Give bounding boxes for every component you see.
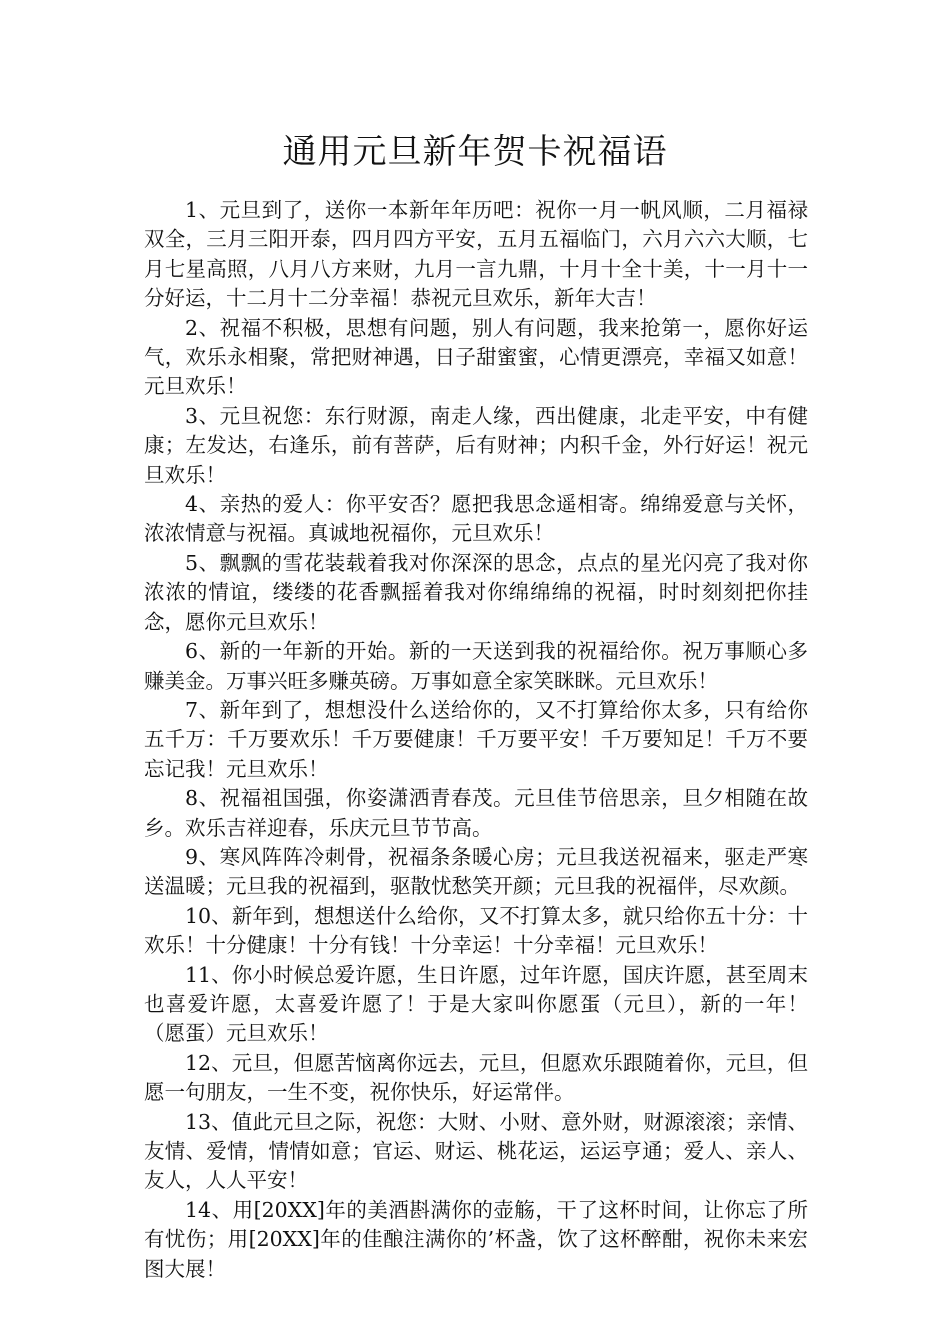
- document-body: [144, 196, 808, 1284]
- paragraph-6: 6、新的一年新的开始。新的一天送到我的祝福给你。祝万事顺心多赚美金。万事兴旺多赚英磅。万事如意全家笑眯眯。元旦欢乐！: [144, 639, 808, 693]
- paragraph-2: 2、祝福不积极，思想有问题，别人有问题，我来抢第一，愿你好运气，欢乐永相聚，常把财神遇，日子甜蜜蜜，心情更漂亮，幸福又如意！元旦欢乐！: [144, 315, 808, 399]
- paragraph-11: 11、你小时候总爱许愿，生日许愿，过年许愿，国庆许愿，甚至周末也喜爱许愿，太喜爱许愿了！于是大家叫你愿蛋（元旦），新的一年！（愿蛋）元旦欢乐！: [144, 962, 808, 1046]
- paragraph-9: 9、寒风阵阵冷刺骨，祝福条条暖心房；元旦我送祝福来，驱走严寒送温暖；元旦我的祝福到，驱散忧愁笑开颜；元旦我的祝福伴，尽欢颜。: [144, 844, 808, 899]
- paragraph-10: 10、新年到，想想送什么给你，又不打算太多，就只给你五十分：十欢乐！十分健康！十分有钱！十分幸运！十分幸福！元旦欢乐！: [144, 903, 808, 958]
- paragraph-3: 3、元旦祝您：东行财源，南走人缘，西出健康，北走平安，中有健康；左发达，右逢乐，前有菩萨，后有财神；内积千金，外行好运！祝元旦欢乐！: [144, 403, 808, 487]
- paragraph-12: 12、元旦，但愿苦恼离你远去，元旦，但愿欢乐跟随着你，元旦，但愿一句朋友，一生不变，祝你快乐，好运常伴。: [144, 1050, 808, 1105]
- document-title: 通用元旦新年贺卡祝福语: [282, 132, 668, 172]
- paragraph-8: 8、祝福祖国强，你姿潇洒青春茂。元旦佳节倍思亲，旦夕相随在故乡。欢乐吉祥迎春，乐庆元旦节节高。: [144, 786, 808, 840]
- paragraph-1: 1、元旦到了，送你一本新年年历吧：祝你一月一帆风顺，二月福禄双全，三月三阳开泰，四月四方平安，五月五福临门，六月六六大顺，七月七星高照，八月八方来财，九月一言九鼎，十月十全十美，十一月十一分好运，十二月十二分幸福！恭祝元旦欢乐，新年大吉！: [144, 198, 808, 311]
- paragraph-13: 13、值此元旦之际，祝您：大财、小财、意外财，财源滚滚；亲情、友情、爱情，情情如意；官运、财运、桃花运，运运亨通；爱人、亲人、友人，人人平安！: [144, 1109, 808, 1193]
- paragraph-7: 7、新年到了，想想没什么送给你的，又不打算给你太多，只有给你五千万：千万要欢乐！千万要健康！千万要平安！千万要知足！千万不要忘记我！元旦欢乐！: [144, 697, 808, 781]
- paragraph-4: 4、亲热的爱人：你平安否？愿把我思念遥相寄。绵绵爱意与关怀，浓浓情意与祝福。真诚地祝福你，元旦欢乐！: [144, 492, 808, 546]
- paragraph-5: 5、飘飘的雪花装载着我对你深深的思念，点点的星光闪亮了我对你浓浓的情谊，缕缕的花香飘摇着我对你绵绵绵的祝福，时时刻刻把你挂念，愿你元旦欢乐！: [144, 550, 808, 634]
- paragraph-14: 14、用[20XX]年的美酒斟满你的壶觞，干了这杯时间，让你忘了所有忧伤；用[20XX]年的佳酿注满你的’杯盏，饮了这杯醉酣，祝你未来宏图大展！: [144, 1197, 808, 1281]
